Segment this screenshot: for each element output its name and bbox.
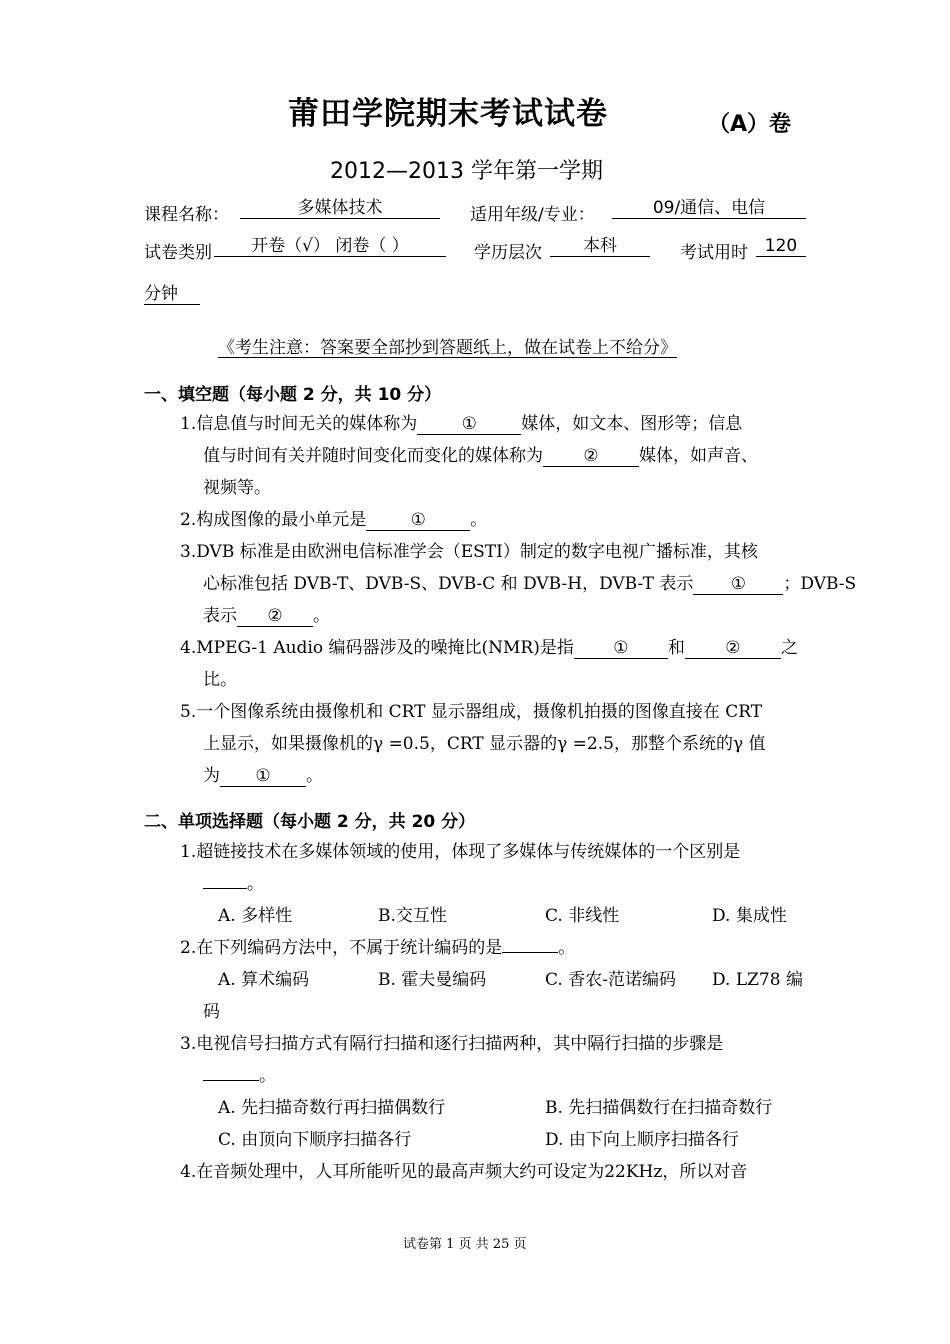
answer-blank[interactable]: ① (220, 768, 306, 787)
grade-value: 09/通信、电信 (612, 200, 806, 219)
option[interactable]: A. 多样性 (218, 906, 293, 926)
term: 2012—2013 学年第一学期 (330, 159, 603, 184)
s1-q1-line1: 1.信息值与时间无关的媒体称为 ① 媒体，如文本、图形等；信息 (180, 414, 743, 434)
s1-q1-line2: 值与时间有关并随时间变化而变化的媒体称为 ② 媒体，如声音、 (203, 446, 758, 466)
option[interactable]: B. 霍夫曼编码 (378, 970, 487, 990)
s2-q1-line2: 。 (203, 868, 264, 900)
level-label: 学历层次 (474, 243, 542, 263)
course-label: 课程名称： (144, 205, 229, 225)
exam-title: 莆田学院期末考试试卷 (288, 96, 608, 132)
answer-blank[interactable]: ① (693, 576, 783, 595)
course-value: 多媒体技术 (240, 200, 440, 219)
s1-q5-line1: 5.一个图像系统由摄像机和 CRT 显示器组成，摄像机拍摄的图像直接在 CRT (180, 702, 763, 722)
answer-blank[interactable] (203, 888, 247, 889)
s1-q5-line2: 上显示，如果摄像机的γ =0.5，CRT 显示器的γ =2.5，那整个系统的γ 值 (203, 734, 766, 754)
section2-heading: 二、单项选择题（每小题 2 分，共 20 分） (144, 812, 476, 832)
type-label: 试卷类别 (144, 243, 212, 263)
answer-blank[interactable]: ② (543, 448, 639, 467)
answer-blank[interactable]: ① (574, 640, 668, 659)
paper-variant: （A）卷 (708, 112, 792, 137)
option[interactable]: A. 先扫描奇数行再扫描偶数行 (218, 1098, 446, 1118)
page-number: 试卷第 1 页 共 25 页 (403, 1237, 527, 1252)
answer-blank[interactable] (502, 952, 558, 953)
s2-q1-line1: 1.超链接技术在多媒体领域的使用，体现了多媒体与传统媒体的一个区别是 (180, 842, 741, 862)
time-label: 考试用时 (680, 243, 748, 263)
s1-q3-line1: 3.DVB 标准是由欧洲电信标准学会（ESTI）制定的数字电视广播标准，其核 (180, 542, 758, 562)
option[interactable]: B. 先扫描偶数行在扫描奇数行 (545, 1098, 773, 1118)
s1-q3-line2: 心标准包括 DVB-T、DVB-S、DVB-C 和 DVB-H，DVB-T 表示 ① ；DVB-S (203, 574, 857, 594)
notice: 《考生注意：答案要全部抄到答题纸上，做在试卷上不给分》 (218, 338, 677, 358)
s1-q4-line2: 比。 (203, 670, 237, 690)
option[interactable]: C. 香农-范诺编码 (545, 970, 676, 990)
s2-q3-line1: 3.电视信号扫描方式有隔行扫描和逐行扫描两种，其中隔行扫描的步骤是 (180, 1034, 724, 1054)
answer-blank[interactable]: ② (685, 640, 781, 659)
answer-blank[interactable] (203, 1080, 259, 1081)
type-value: 开卷（√） 闭卷（ ） (214, 238, 446, 257)
s1-q3-line3: 表示 ② 。 (203, 606, 330, 626)
answer-blank[interactable]: ② (237, 608, 313, 627)
option-wrap: 码 (203, 1002, 220, 1022)
s2-q4-line1: 4.在音频处理中，人耳所能听见的最高声频大约可设定为22KHz，所以对音 (180, 1162, 748, 1182)
answer-blank[interactable]: ① (417, 416, 521, 435)
option[interactable]: A. 算术编码 (218, 970, 310, 990)
option[interactable]: C. 非线性 (545, 906, 620, 926)
option[interactable]: D. 集成性 (712, 906, 787, 926)
grade-label: 适用年级/专业： (470, 205, 595, 225)
s1-q5-line3: 为 ① 。 (203, 766, 323, 786)
s1-q4-line1: 4.MPEG-1 Audio 编码器涉及的噪掩比(NMR)是指 ① 和 ② 之 (180, 638, 798, 658)
option[interactable]: D. LZ78 编 (712, 970, 803, 990)
level-value: 本科 (550, 238, 650, 257)
s2-q2-line1: 2.在下列编码方法中，不属于统计编码的是 。 (180, 938, 576, 958)
time-value: 120 (756, 238, 806, 257)
section1-heading: 一、填空题（每小题 2 分，共 10 分） (144, 385, 442, 405)
option[interactable]: B.交互性 (378, 906, 447, 926)
s2-q3-line2: 。 (203, 1060, 276, 1092)
option[interactable]: D. 由下向上顺序扫描各行 (545, 1130, 739, 1150)
time-unit: 分钟 (144, 286, 200, 305)
option[interactable]: C. 由顶向下顺序扫描各行 (218, 1130, 412, 1150)
answer-blank[interactable]: ① (366, 512, 470, 531)
s1-q2-line1: 2.构成图像的最小单元是 ① 。 (180, 510, 488, 530)
s1-q1-line3: 视频等。 (203, 478, 271, 498)
